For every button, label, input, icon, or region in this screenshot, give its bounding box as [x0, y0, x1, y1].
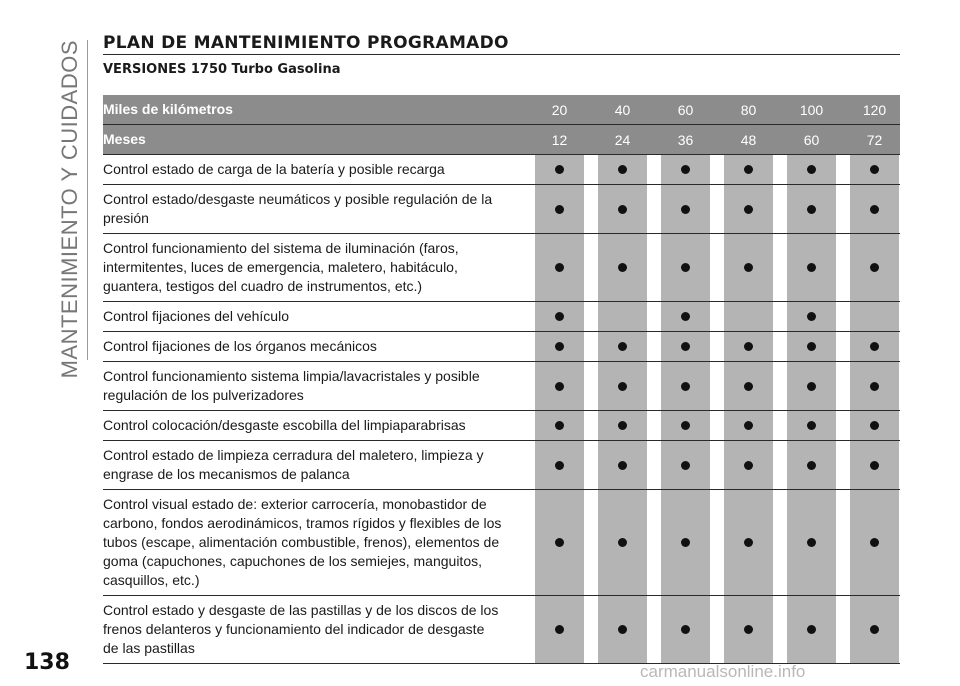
row-description: Control estado/desgaste neumáticos y posible regulación de la presión — [103, 191, 493, 226]
table-row — [103, 332, 900, 362]
check-cell — [598, 234, 647, 301]
table-row — [103, 362, 900, 411]
check-cell — [598, 155, 647, 184]
row-checks — [535, 411, 899, 440]
check-dot-icon — [744, 421, 753, 430]
maintenance-table — [103, 95, 900, 664]
check-cell — [535, 441, 584, 489]
check-dot-icon — [870, 382, 879, 391]
check-cell — [598, 441, 647, 489]
check-cell — [661, 302, 710, 331]
header-km-value: 40 — [614, 101, 631, 118]
watermark: carmanualsonline.info — [640, 662, 806, 681]
check-dot-icon — [807, 538, 816, 547]
row-description: Control fijaciones de los órganos mecánicos — [103, 338, 377, 354]
check-dot-icon — [807, 461, 816, 470]
row-checks — [535, 302, 899, 331]
check-dot-icon — [555, 342, 564, 351]
check-cell — [661, 441, 710, 489]
check-dot-icon — [807, 205, 816, 214]
check-cell — [724, 362, 773, 410]
check-dot-icon — [870, 538, 879, 547]
check-cell — [787, 490, 836, 595]
row-checks — [535, 490, 899, 595]
check-dot-icon — [618, 165, 627, 174]
check-dot-icon — [681, 312, 690, 321]
check-dot-icon — [744, 538, 753, 547]
header-km-label: Miles de kilómetros — [103, 101, 233, 117]
check-cell — [850, 362, 899, 410]
check-cell — [850, 596, 899, 663]
row-description: Control estado y desgaste de las pastillas y de los discos de los frenos delanteros y funcionamiento del indicador de desgaste de las pastillas — [103, 602, 499, 656]
check-cell — [661, 596, 710, 663]
check-dot-icon — [555, 165, 564, 174]
page-title: PLAN DE MANTENIMIENTO PROGRAMADO — [103, 32, 900, 55]
check-cell — [724, 411, 773, 440]
check-cell — [850, 302, 899, 331]
check-cell — [724, 332, 773, 361]
check-dot-icon — [744, 165, 753, 174]
check-dot-icon — [555, 205, 564, 214]
check-cell — [598, 185, 647, 233]
row-checks — [535, 441, 899, 489]
check-cell — [598, 596, 647, 663]
check-cell — [535, 362, 584, 410]
row-description: Control visual estado de: exterior carrocería, monobastidor de carbono, fondos aerodinámicos, tramos rígidos y flexibles de los tubos (escape, alimentación combustible, frenos), elementos de goma (capuchones, capuchones de los semiejes, manguitos, casquillos, etc.) — [103, 496, 502, 588]
check-dot-icon — [807, 165, 816, 174]
check-cell — [850, 332, 899, 361]
check-cell — [850, 155, 899, 184]
table-row — [103, 411, 900, 441]
check-dot-icon — [807, 342, 816, 351]
check-cell — [850, 411, 899, 440]
row-description: Control fijaciones del vehículo — [103, 308, 289, 324]
check-dot-icon — [807, 312, 816, 321]
check-dot-icon — [807, 421, 816, 430]
header-months-value: 48 — [740, 131, 757, 148]
check-dot-icon — [870, 342, 879, 351]
check-cell — [598, 411, 647, 440]
check-cell — [787, 332, 836, 361]
row-checks — [535, 185, 899, 233]
check-cell — [787, 411, 836, 440]
check-dot-icon — [555, 421, 564, 430]
check-cell — [535, 332, 584, 361]
check-cell — [598, 302, 647, 331]
header-months-values — [535, 125, 899, 154]
check-cell — [850, 185, 899, 233]
check-dot-icon — [555, 625, 564, 634]
check-cell — [724, 490, 773, 595]
check-dot-icon — [744, 461, 753, 470]
check-dot-icon — [744, 205, 753, 214]
check-cell — [535, 185, 584, 233]
header-months-value: 36 — [677, 131, 694, 148]
check-cell — [535, 155, 584, 184]
check-cell — [724, 155, 773, 184]
check-dot-icon — [618, 342, 627, 351]
check-cell — [661, 332, 710, 361]
row-checks — [535, 234, 899, 301]
header-months-value: 60 — [803, 131, 820, 148]
page-content — [103, 32, 900, 664]
header-months-value: 72 — [866, 131, 883, 148]
check-dot-icon — [870, 263, 879, 272]
check-dot-icon — [744, 382, 753, 391]
header-km-values — [535, 95, 899, 124]
check-dot-icon — [681, 625, 690, 634]
check-cell — [787, 302, 836, 331]
check-dot-icon — [870, 421, 879, 430]
table-row — [103, 596, 900, 664]
check-cell — [850, 490, 899, 595]
check-dot-icon — [618, 263, 627, 272]
check-dot-icon — [807, 263, 816, 272]
section-rule — [87, 40, 88, 360]
row-description: Control funcionamiento sistema limpia/lavacristales y posible regulación de los pulverizadores — [103, 368, 480, 403]
table-row — [103, 185, 900, 234]
header-row-months — [103, 125, 900, 155]
table-row — [103, 441, 900, 490]
row-checks — [535, 596, 899, 663]
check-dot-icon — [681, 263, 690, 272]
check-dot-icon — [681, 538, 690, 547]
check-cell — [535, 411, 584, 440]
row-checks — [535, 332, 899, 361]
check-cell — [787, 185, 836, 233]
table-row — [103, 302, 900, 332]
check-dot-icon — [681, 165, 690, 174]
header-km-value: 60 — [677, 101, 694, 118]
check-cell — [787, 596, 836, 663]
check-cell — [535, 234, 584, 301]
check-cell — [787, 362, 836, 410]
header-km-value: 80 — [740, 101, 757, 118]
check-cell — [724, 234, 773, 301]
header-km-value: 100 — [799, 101, 824, 118]
check-dot-icon — [555, 461, 564, 470]
check-cell — [724, 185, 773, 233]
row-description: Control funcionamiento del sistema de iluminación (faros, intermitentes, luces de emergencia, maletero, habitáculo, guantera, testigos del cuadro de instrumentos, etc.) — [103, 240, 459, 294]
row-description: Control estado de limpieza cerradura del maletero, limpieza y engrase de los mecanismos de palanca — [103, 447, 484, 482]
check-cell — [661, 234, 710, 301]
check-dot-icon — [681, 342, 690, 351]
section-title: MANTENIMIENTO Y CUIDADOS — [57, 40, 82, 379]
check-dot-icon — [618, 461, 627, 470]
check-dot-icon — [618, 205, 627, 214]
check-dot-icon — [744, 342, 753, 351]
check-cell — [535, 302, 584, 331]
check-dot-icon — [555, 382, 564, 391]
check-cell — [535, 490, 584, 595]
check-dot-icon — [807, 382, 816, 391]
header-months-value: 12 — [551, 131, 568, 148]
table-body — [103, 155, 900, 664]
check-cell — [724, 596, 773, 663]
page-subtitle: VERSIONES 1750 Turbo Gasolina — [103, 62, 341, 77]
check-cell — [598, 490, 647, 595]
check-cell — [787, 441, 836, 489]
check-dot-icon — [618, 421, 627, 430]
check-cell — [787, 155, 836, 184]
table-row — [103, 155, 900, 185]
page-number: 138 — [24, 650, 70, 675]
check-cell — [787, 234, 836, 301]
check-cell — [724, 441, 773, 489]
check-cell — [850, 441, 899, 489]
header-km-value: 120 — [862, 101, 887, 118]
table-row — [103, 234, 900, 302]
check-dot-icon — [555, 312, 564, 321]
check-dot-icon — [618, 538, 627, 547]
row-description: Control colocación/desgaste escobilla del limpiaparabrisas — [103, 417, 466, 433]
check-cell — [724, 302, 773, 331]
check-cell — [850, 234, 899, 301]
check-dot-icon — [870, 205, 879, 214]
check-dot-icon — [681, 205, 690, 214]
check-dot-icon — [618, 625, 627, 634]
check-dot-icon — [681, 421, 690, 430]
row-description: Control estado de carga de la batería y posible recarga — [103, 161, 445, 177]
check-dot-icon — [744, 263, 753, 272]
check-cell — [598, 332, 647, 361]
check-dot-icon — [555, 538, 564, 547]
check-cell — [661, 490, 710, 595]
check-cell — [661, 362, 710, 410]
row-checks — [535, 362, 899, 410]
header-months-value: 24 — [614, 131, 631, 148]
check-cell — [661, 155, 710, 184]
table-row — [103, 490, 900, 596]
check-cell — [661, 411, 710, 440]
check-cell — [535, 596, 584, 663]
check-dot-icon — [681, 382, 690, 391]
check-cell — [598, 362, 647, 410]
section-tab — [50, 40, 90, 379]
row-checks — [535, 155, 899, 184]
check-dot-icon — [807, 625, 816, 634]
check-dot-icon — [744, 625, 753, 634]
check-dot-icon — [681, 461, 690, 470]
check-dot-icon — [870, 165, 879, 174]
header-km-value: 20 — [551, 101, 568, 118]
check-cell — [661, 185, 710, 233]
check-dot-icon — [870, 461, 879, 470]
check-dot-icon — [618, 382, 627, 391]
check-dot-icon — [870, 625, 879, 634]
header-months-label: Meses — [103, 131, 146, 147]
header-row-km — [103, 95, 900, 125]
check-dot-icon — [555, 263, 564, 272]
